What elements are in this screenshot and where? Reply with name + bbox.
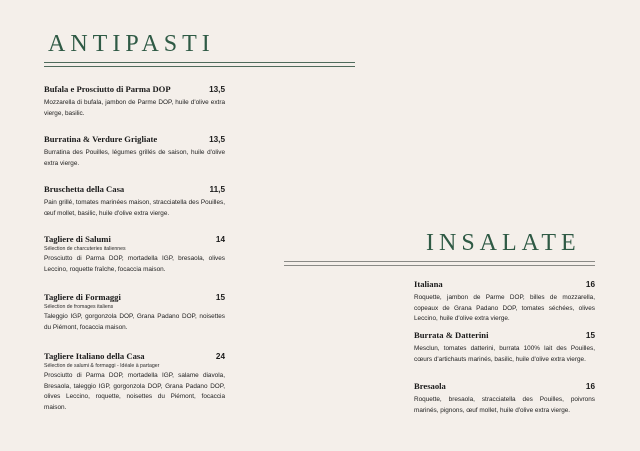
item-price: 13,5 <box>209 135 225 144</box>
item-name: Burratina & Verdure Grigliate <box>44 134 158 144</box>
item-name: Italiana <box>414 279 443 289</box>
item-name: Bresaola <box>414 381 446 391</box>
item-description: Pain grillé, tomates marinées maison, stracciatella des Pouilles, œuf mollet, basilic, huile d'olive extra vierge. <box>44 199 225 217</box>
item-description: Roquette, jambon de Parme DOP, billes de mozzarella, copeaux de Grana Padano DOP, tomates séchées, olives Leccino, huile d'olive extra vierge. <box>414 294 595 322</box>
item-name: Bufala e Prosciutto di Parma DOP <box>44 84 171 94</box>
menu-item-insalate-1 <box>414 330 595 365</box>
item-subtitle: Sélection de salumi & formaggi - Idéale à partager <box>44 363 160 369</box>
antipasti-rule-bottom <box>44 66 355 67</box>
item-name: Tagliere Italiano della Casa <box>44 351 145 361</box>
menu-item-antipasti-5 <box>44 351 225 413</box>
item-subtitle: Sélection de fromages italiens <box>44 304 114 310</box>
menu-item-antipasti-1 <box>44 134 225 169</box>
insalate-rule-top <box>284 261 595 262</box>
item-name: Tagliere di Formaggi <box>44 292 121 302</box>
menu-item-antipasti-0 <box>44 84 225 119</box>
item-subtitle: Sélection de charcuteries italiennes <box>44 246 126 252</box>
antipasti-title: ANTIPASTI <box>48 31 215 57</box>
item-description: Mozzarella di bufala, jambon de Parme DOP, huile d'olive extra vierge, basilic. <box>44 99 225 117</box>
item-name: Burrata & Datterini <box>414 330 489 340</box>
item-description: Prosciutto di Parma DOP, mortadella IGP, bresaola, olives Leccino, roquette fraîche, focaccia maison. <box>44 255 225 273</box>
menu-item-antipasti-2 <box>44 184 225 219</box>
item-name: Bruschetta della Casa <box>44 184 125 194</box>
item-price: 16 <box>585 382 595 391</box>
item-description: Taleggio IGP, gorgonzola DOP, Grana Padano DOP, noisettes du Piémont, focaccia maison. <box>44 313 225 331</box>
item-price: 24 <box>215 352 225 361</box>
item-description: Prosciutto di Parma DOP, mortadella IGP, salame diavola, Bresaola, taleggio IGP, gorgonzola DOP, Grana Padano DOP, olives Leccino, roquette, noisettes du Piémont, focaccia maison. <box>44 372 225 411</box>
insalate-rule-bottom <box>284 265 595 266</box>
antipasti-rule-top <box>44 62 355 63</box>
menu-item-insalate-0 <box>414 279 595 325</box>
item-description: Mesclun, tomates datterini, burrata 100% lait des Pouilles, cœurs d'artichauts marinés, basilic, huile d'olive extra vierge. <box>414 345 595 363</box>
item-price: 15 <box>215 293 225 302</box>
item-price: 16 <box>585 280 595 289</box>
menu-item-insalate-2 <box>414 381 595 416</box>
menu-item-antipasti-3 <box>44 234 225 275</box>
item-description: Burratina des Pouilles, légumes grillés de saison, huile d'olive extra vierge. <box>44 149 225 167</box>
menu-item-antipasti-4 <box>44 292 225 333</box>
item-price: 15 <box>585 331 595 340</box>
item-price: 13,5 <box>209 85 225 94</box>
insalate-title: INSALATE <box>426 230 581 256</box>
item-name: Tagliere di Salumi <box>44 234 111 244</box>
item-price: 14 <box>215 235 225 244</box>
item-description: Roquette, bresaola, stracciatella des Pouilles, poivrons marinés, pignons, œuf mollet, huile d'olive extra vierge. <box>414 396 595 414</box>
item-price: 11,5 <box>209 185 225 194</box>
